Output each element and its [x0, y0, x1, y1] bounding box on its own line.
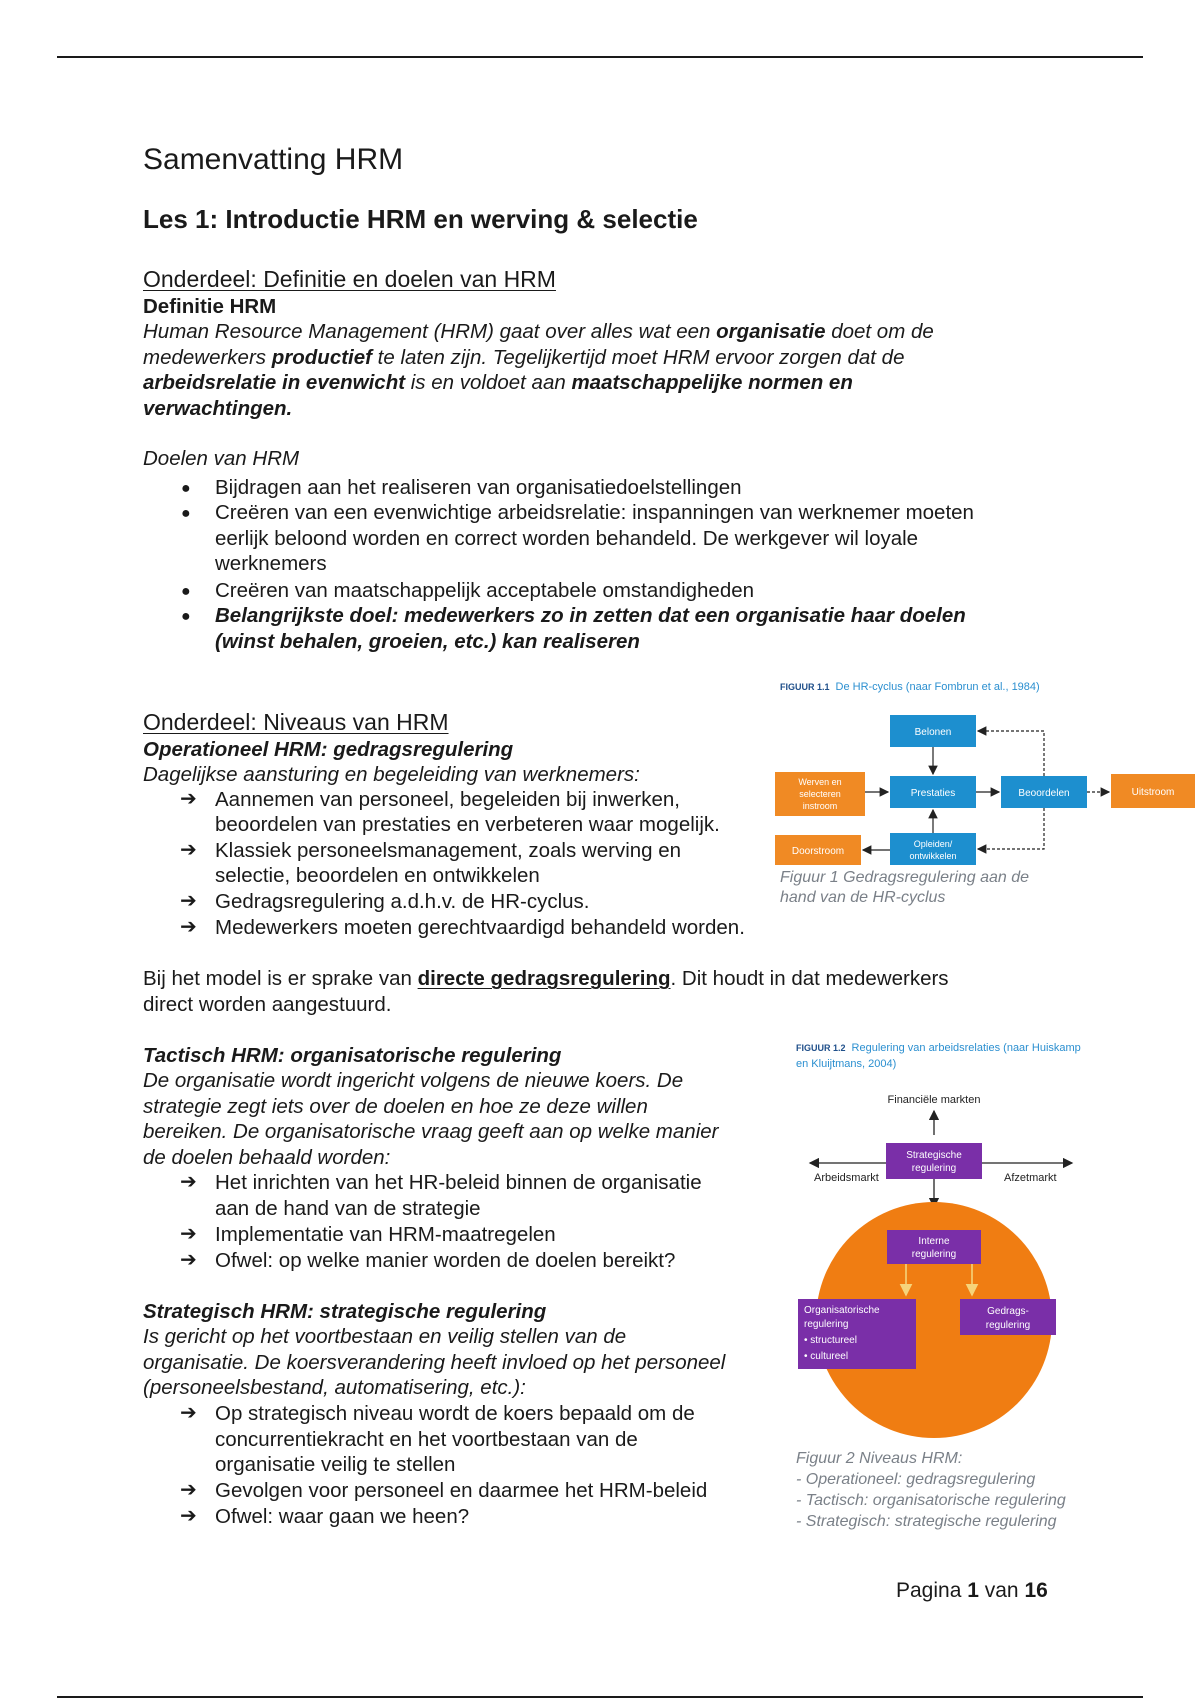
label-interne: regulering [911, 1249, 957, 1260]
list-item-cont: concurrentiekracht en het voortbestaan van de [215, 1428, 638, 1451]
label-opleiden: Opleiden/ [913, 839, 953, 849]
section-heading-niveaus: Onderdeel: Niveaus van HRM [143, 709, 449, 735]
figure1-title: FIGUUR 1.1 De HR-cyclus (naar Fombrun et al., 1984) [780, 681, 1040, 693]
label-belonen: Belonen [914, 727, 952, 738]
arrow-bullet-icon: ➔ [180, 916, 197, 938]
section-heading-definitie: Onderdeel: Definitie en doelen van HRM [143, 266, 556, 292]
list-item: Ofwel: op welke manier worden de doelen bereikt? [215, 1249, 676, 1272]
hr-cycle-diagram [775, 705, 1195, 870]
arrow-bullet-icon: ➔ [180, 839, 197, 861]
tactical-intro: strategie zegt iets over de doelen en hoe ze deze willen [143, 1095, 648, 1118]
bottom-rule [57, 1696, 1143, 1698]
label-strategische: Strategische [906, 1150, 962, 1161]
definition-line-1: Human Resource Management (HRM) gaat over alles wat een organisatie doet om de [143, 320, 934, 343]
definition-heading: Definitie HRM [143, 295, 277, 318]
tactical-intro: bereiken. De organisatorische vraag geeft aan op welke manier [143, 1120, 719, 1143]
strategic-heading: Strategisch HRM: strategische regulering [143, 1300, 547, 1323]
definition-line-4: verwachtingen. [143, 397, 293, 420]
list-item: Creëren van maatschappelijk acceptabele omstandigheden [215, 579, 755, 602]
list-item: Klassiek personeelsmanagement, zoals werving en [215, 839, 682, 862]
list-item-cont: aan de hand van de strategie [215, 1197, 481, 1220]
label-beoordelen: Beoordelen [1018, 788, 1070, 799]
list-item: Implementatie van HRM-maatregelen [215, 1223, 556, 1246]
definition-line-2: medewerkers productief te laten zijn. Tegelijkertijd moet HRM ervoor zorgen dat de [143, 346, 905, 369]
top-rule [57, 56, 1143, 58]
tactical-intro: de doelen behaald worden: [143, 1146, 391, 1169]
list-item-cont: organisatie veilig te stellen [215, 1453, 456, 1476]
arrow-bullet-icon: ➔ [180, 1402, 197, 1424]
label-afzetmarkt: Afzetmarkt [1004, 1172, 1057, 1184]
figure2-caption: - Tactisch: organisatorische regulering [796, 1492, 1066, 1509]
label-financiele-markten: Financiële markten [887, 1094, 981, 1106]
label-werven: instroom [802, 801, 838, 811]
list-item: Gedragsregulering a.d.h.v. de HR-cyclus. [215, 890, 590, 913]
list-item-cont: (winst behalen, groeien, etc.) kan realiseren [215, 630, 640, 653]
tactical-heading: Tactisch HRM: organisatorische regulering [143, 1044, 562, 1067]
bullet-icon: ● [181, 583, 191, 600]
label-organisatorische: • cultureel [804, 1351, 849, 1362]
arrow-bullet-icon: ➔ [180, 788, 197, 810]
model-sentence: Bij het model is er sprake van directe gedragsregulering. Dit houdt in dat medewerkers [143, 967, 949, 990]
goals-heading: Doelen van HRM [143, 447, 300, 470]
label-arbeidsmarkt: Arbeidsmarkt [814, 1172, 879, 1184]
label-opleiden: ontwikkelen [909, 851, 957, 861]
figure1-caption: hand van de HR-cyclus [780, 889, 946, 906]
list-item-cont: werknemers [215, 552, 327, 575]
list-item: Bijdragen aan het realiseren van organisatiedoelstellingen [215, 476, 742, 499]
label-doorstroom: Doorstroom [791, 846, 845, 857]
label-organisatorische: regulering [804, 1319, 849, 1330]
operational-intro: Dagelijkse aansturing en begeleiding van werknemers: [143, 763, 640, 786]
figure2-title: FIGUUR 1.2 Regulering van arbeidsrelaties (naar Huiskamp [796, 1042, 1081, 1054]
label-werven: selecteren [799, 789, 841, 799]
bullet-icon: ● [181, 480, 191, 497]
figure2-title-cont: en Kluijtmans, 2004) [796, 1058, 897, 1070]
arrow-bullet-icon: ➔ [180, 1505, 197, 1527]
list-item: Belangrijkste doel: medewerkers zo in zetten dat een organisatie haar doelen [215, 604, 966, 627]
figure2-caption: Figuur 2 Niveaus HRM: [796, 1450, 963, 1467]
label-organisatorische: • structureel [804, 1335, 857, 1346]
figure2-caption: - Operationeel: gedragsregulering [796, 1471, 1036, 1488]
label-strategische: regulering [911, 1163, 957, 1174]
label-prestaties: Prestaties [910, 788, 956, 799]
label-organisatorische: Organisatorische [804, 1305, 880, 1316]
label-interne: Interne [918, 1236, 950, 1247]
figure1-caption: Figuur 1 Gedragsregulering aan de [780, 869, 1030, 886]
list-item-cont: selectie, beoordelen en ontwikkelen [215, 864, 540, 887]
arrow-bullet-icon: ➔ [180, 1223, 197, 1245]
strategic-intro: (personeelsbestand, automatisering, etc.): [143, 1376, 526, 1399]
list-item: Medewerkers moeten gerechtvaardigd behandeld worden. [215, 916, 745, 939]
label-werven: Werven en [798, 777, 842, 787]
arrow-bullet-icon: ➔ [180, 1171, 197, 1193]
list-item: Creëren van een evenwichtige arbeidsrelatie: inspanningen van werknemer moeten [215, 501, 974, 524]
label-uitstroom: Uitstroom [1131, 787, 1175, 798]
arrow-bullet-icon: ➔ [180, 1249, 197, 1271]
strategic-intro: organisatie. De koersverandering heeft invloed op het personeel [143, 1351, 726, 1374]
arrow-bullet-icon: ➔ [180, 1479, 197, 1501]
arrow [978, 731, 1044, 776]
definition-line-3: arbeidsrelatie in evenwicht is en voldoet aan maatschappelijke normen en [143, 371, 853, 394]
strategic-intro: Is gericht op het voortbestaan en veilig stellen van de [143, 1325, 627, 1348]
page-number: Pagina 1 van 16 [896, 1579, 1048, 1602]
list-item: Aannemen van personeel, begeleiden bij inwerken, [215, 788, 680, 811]
list-item-cont: eerlijk beloond worden en correct worden behandeld. De werkgever wil loyale [215, 527, 919, 550]
bullet-icon: ● [181, 505, 191, 522]
tactical-intro: De organisatie wordt ingericht volgens de nieuwe koers. De [143, 1069, 684, 1092]
figure2-caption: - Strategisch: strategische regulering [796, 1513, 1057, 1530]
hrm-levels-diagram [796, 1085, 1086, 1445]
list-item: Ofwel: waar gaan we heen? [215, 1505, 470, 1528]
list-item: Gevolgen voor personeel en daarmee het HRM-beleid [215, 1479, 708, 1502]
arrow [978, 808, 1044, 849]
label-gedrags: Gedrags- [987, 1306, 1029, 1317]
arrow-bullet-icon: ➔ [180, 890, 197, 912]
operational-heading: Operationeel HRM: gedragsregulering [143, 738, 514, 761]
lesson-title: Les 1: Introductie HRM en werving & selectie [143, 204, 698, 234]
list-item: Het inrichten van het HR-beleid binnen de organisatie [215, 1171, 702, 1194]
model-sentence-cont: direct worden aangestuurd. [143, 993, 392, 1016]
bullet-icon: ● [181, 608, 191, 625]
list-item: Op strategisch niveau wordt de koers bepaald om de [215, 1402, 695, 1425]
document-title: Samenvatting HRM [143, 143, 404, 176]
label-gedrags: regulering [985, 1320, 1031, 1331]
list-item-cont: beoordelen van prestaties en verbeteren waar mogelijk. [215, 813, 720, 836]
